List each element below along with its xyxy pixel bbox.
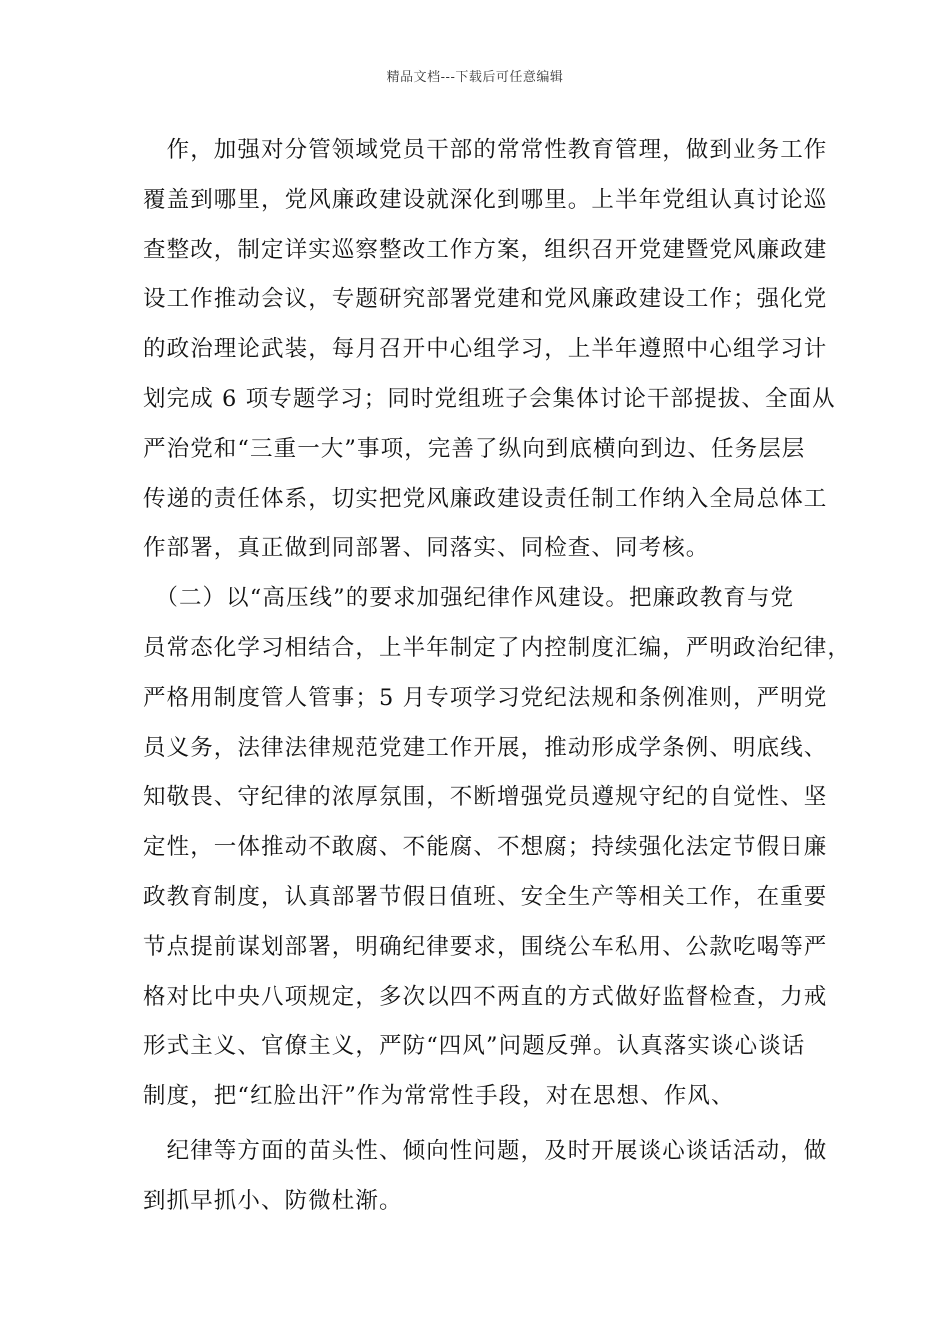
- page-header: 精品文档---下载后可任意编辑: [386, 70, 564, 85]
- text-line: 严格用制度管人管事；5 月专项学习党纪法规和条例准则，严明党: [143, 684, 828, 711]
- text-line: 覆盖到哪里，党风廉政建设就深化到哪里。上半年党组认真讨论巡: [143, 186, 828, 213]
- text-line: 划完成 6 项专题学习；同时党组班子会集体讨论干部提拔、全面从: [143, 385, 836, 412]
- text-line: 定性，一体推动不敢腐、不能腐、不想腐；持续强化法定节假日廉: [143, 834, 828, 861]
- text-line: 作部署，真正做到同部署、同落实、同检查、同考核。: [143, 535, 710, 562]
- text-line: 格对比中央八项规定，多次以四不两直的方式做好监督检查，力戒: [143, 983, 828, 1010]
- text-line: 设工作推动会议，专题研究部署党建和党风廉政建设工作；强化党: [143, 286, 828, 313]
- text-line: 查整改，制定详实巡察整改工作方案，组织召开党建暨党风廉政建: [143, 236, 828, 263]
- text-line: 员义务，法律法律规范党建工作开展，推动形成学条例、明底线、: [143, 734, 828, 761]
- text-line: （二）以“高压线”的要求加强纪律作风建设。把廉政教育与党: [143, 585, 795, 612]
- text-line: 形式主义、官僚主义，严防“四风”问题反弹。认真落实谈心谈话: [143, 1033, 806, 1060]
- text-line: 制度，把“红脸出汗”作为常常性手段，对在思想、作风、: [143, 1083, 735, 1110]
- text-line: 节点提前谋划部署，明确纪律要求，围绕公车私用、公款吃喝等严: [143, 933, 828, 960]
- text-line: 员常态化学习相结合，上半年制定了内控制度汇编，严明政治纪律，: [143, 634, 852, 661]
- document-body: [143, 126, 852, 1227]
- text-line: 严治党和“三重一大”事项，完善了纵向到底横向到边、任务层层: [143, 435, 806, 462]
- text-line: 政教育制度，认真部署节假日值班、安全生产等相关工作，在重要: [143, 883, 828, 910]
- text-line: 纪律等方面的苗头性、倾向性问题，及时开展谈心谈话活动，做: [143, 1137, 828, 1164]
- text-line: 的政治理论武装，每月召开中心组学习，上半年遵照中心组学习计: [143, 336, 828, 363]
- text-line: 知敬畏、守纪律的浓厚氛围，不断增强党员遵规守纪的自觉性、坚: [143, 784, 828, 811]
- text-line: 作，加强对分管领域党员干部的常常性教育管理，做到业务工作: [143, 137, 828, 163]
- text-line: 传递的责任体系，切实把党风廉政建设责任制工作纳入全局总体工: [143, 485, 828, 512]
- text-line: 到抓早抓小、防微杜渐。: [143, 1187, 403, 1214]
